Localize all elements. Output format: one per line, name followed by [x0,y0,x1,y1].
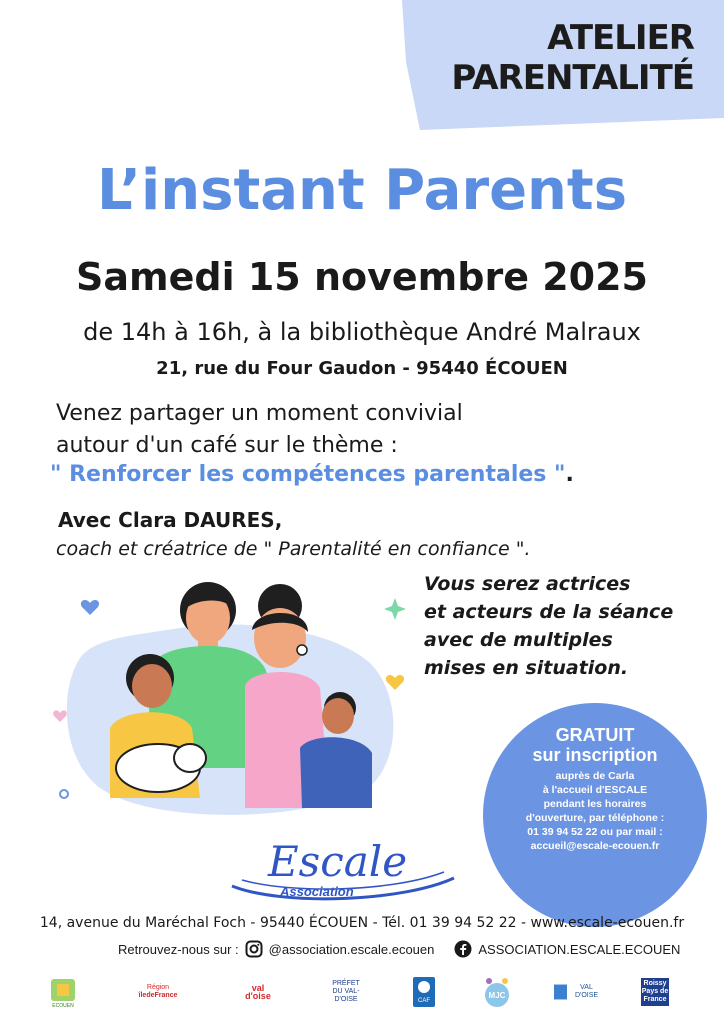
theme-text [50,462,710,487]
partner-caf-logo [410,975,438,1009]
intro-line1: Venez partager un moment convivial [56,401,463,426]
roissy-logo-line2: Pays de [641,988,669,995]
region-logo-line1: Région [146,984,170,991]
footer-address: 14, avenue du Maréchal Foch - 95440 ÉCOUEN - Tél. 01 39 94 52 22 - www.escale-ecouen.fr [39,915,685,931]
facebook-page[interactable]: ASSOCIATION.ESCALE.ECOUEN [478,941,681,957]
intro-line2: autour d'un café sur le thème : [56,433,398,458]
sparkle-icon [384,598,406,620]
heart-icon [53,710,67,722]
participation-line2: et acteurs de la séance [424,601,674,623]
logo-subtitle: Association [280,884,354,899]
escale-logo [222,836,462,906]
partner-mjc-logo [480,975,514,1009]
registration-line5: pendant les horaires [543,798,647,810]
intro-text [56,398,696,462]
theme-quote: " Renforcer les compétences parentales " [50,462,566,487]
region-logo-line2: îledeFrance [138,992,178,999]
mjc-logo-text: MJC [488,991,506,1000]
ecouen-icon [50,975,76,1009]
heart-icon [386,675,404,690]
workshop-label-line1: ATELIER [547,18,694,58]
partner-valdoise-logo [236,975,280,1009]
valdoise-logo-line1: val [251,983,265,993]
participation-note [424,570,714,682]
partner-prefet-logo [326,975,366,1009]
host-name: Avec Clara DAURES, [58,508,283,532]
social-links [118,938,680,960]
heart-icon [81,600,99,615]
workshop-label-line2: PARENTALITÉ [451,58,694,98]
registration-required: sur inscription [532,745,658,765]
prefet-logo-line1: PRÉFET [332,980,360,987]
roissy-logo-line1: Roissy [643,980,667,987]
partner-roissy-logo [640,975,670,1009]
workshop-label [394,18,694,98]
partner-ecouen-logo [48,975,78,1009]
event-time-place: de 14h à 16h, à la bibliothèque André Malraux [83,318,641,346]
caf-logo-text: CAF [418,998,430,1004]
participation-line1: Vous serez actrices [424,573,631,595]
participation-line3: avec de multiples [424,629,613,651]
registration-line3: auprès de Carla [555,770,635,782]
host-role: coach et créatrice de " Parentalité en confiance ". [56,538,531,560]
registration-phone: 01 39 94 52 22 ou par mail : [527,826,663,838]
event-address: 21, rue du Four Gaudon - 95440 ÉCOUEN [156,358,568,379]
instagram-icon [245,940,263,958]
theme-period: . [565,462,574,487]
registration-info-circle [483,703,707,927]
registration-email[interactable]: accueil@escale-ecouen.fr [530,840,660,852]
partner-region-logo [130,975,186,1009]
caf-icon [412,976,436,1008]
participation-line4: mises en situation. [424,657,629,679]
valdoise-logo-line2: d'oise [245,991,271,1001]
registration-free: GRATUIT [555,725,635,745]
event-date: Samedi 15 novembre 2025 [76,255,648,299]
logo-script: Escale [268,837,408,886]
prefet-logo-line2: DU VAL-D'OISE [332,988,360,1003]
instagram-handle[interactable]: @association.escale.ecouen [268,941,435,957]
federation-icon [554,984,567,1000]
facebook-icon [454,940,472,958]
federation-logo-text: VAL D'OISE [574,984,599,999]
registration-line4: à l'accueil d'ESCALE [542,784,648,796]
social-label: Retrouvez-nous sur : [118,941,239,957]
family-illustration [40,568,420,828]
roissy-logo-line3: France [643,996,667,1003]
partner-logos [40,975,700,1015]
registration-line6: d'ouverture, par téléphone : [525,812,665,824]
ecouen-logo-text: ECOUEN [52,1003,74,1009]
partner-federation-logo [554,975,604,1009]
event-title: L’instant Parents [96,158,628,223]
mjc-icon [481,975,513,1009]
